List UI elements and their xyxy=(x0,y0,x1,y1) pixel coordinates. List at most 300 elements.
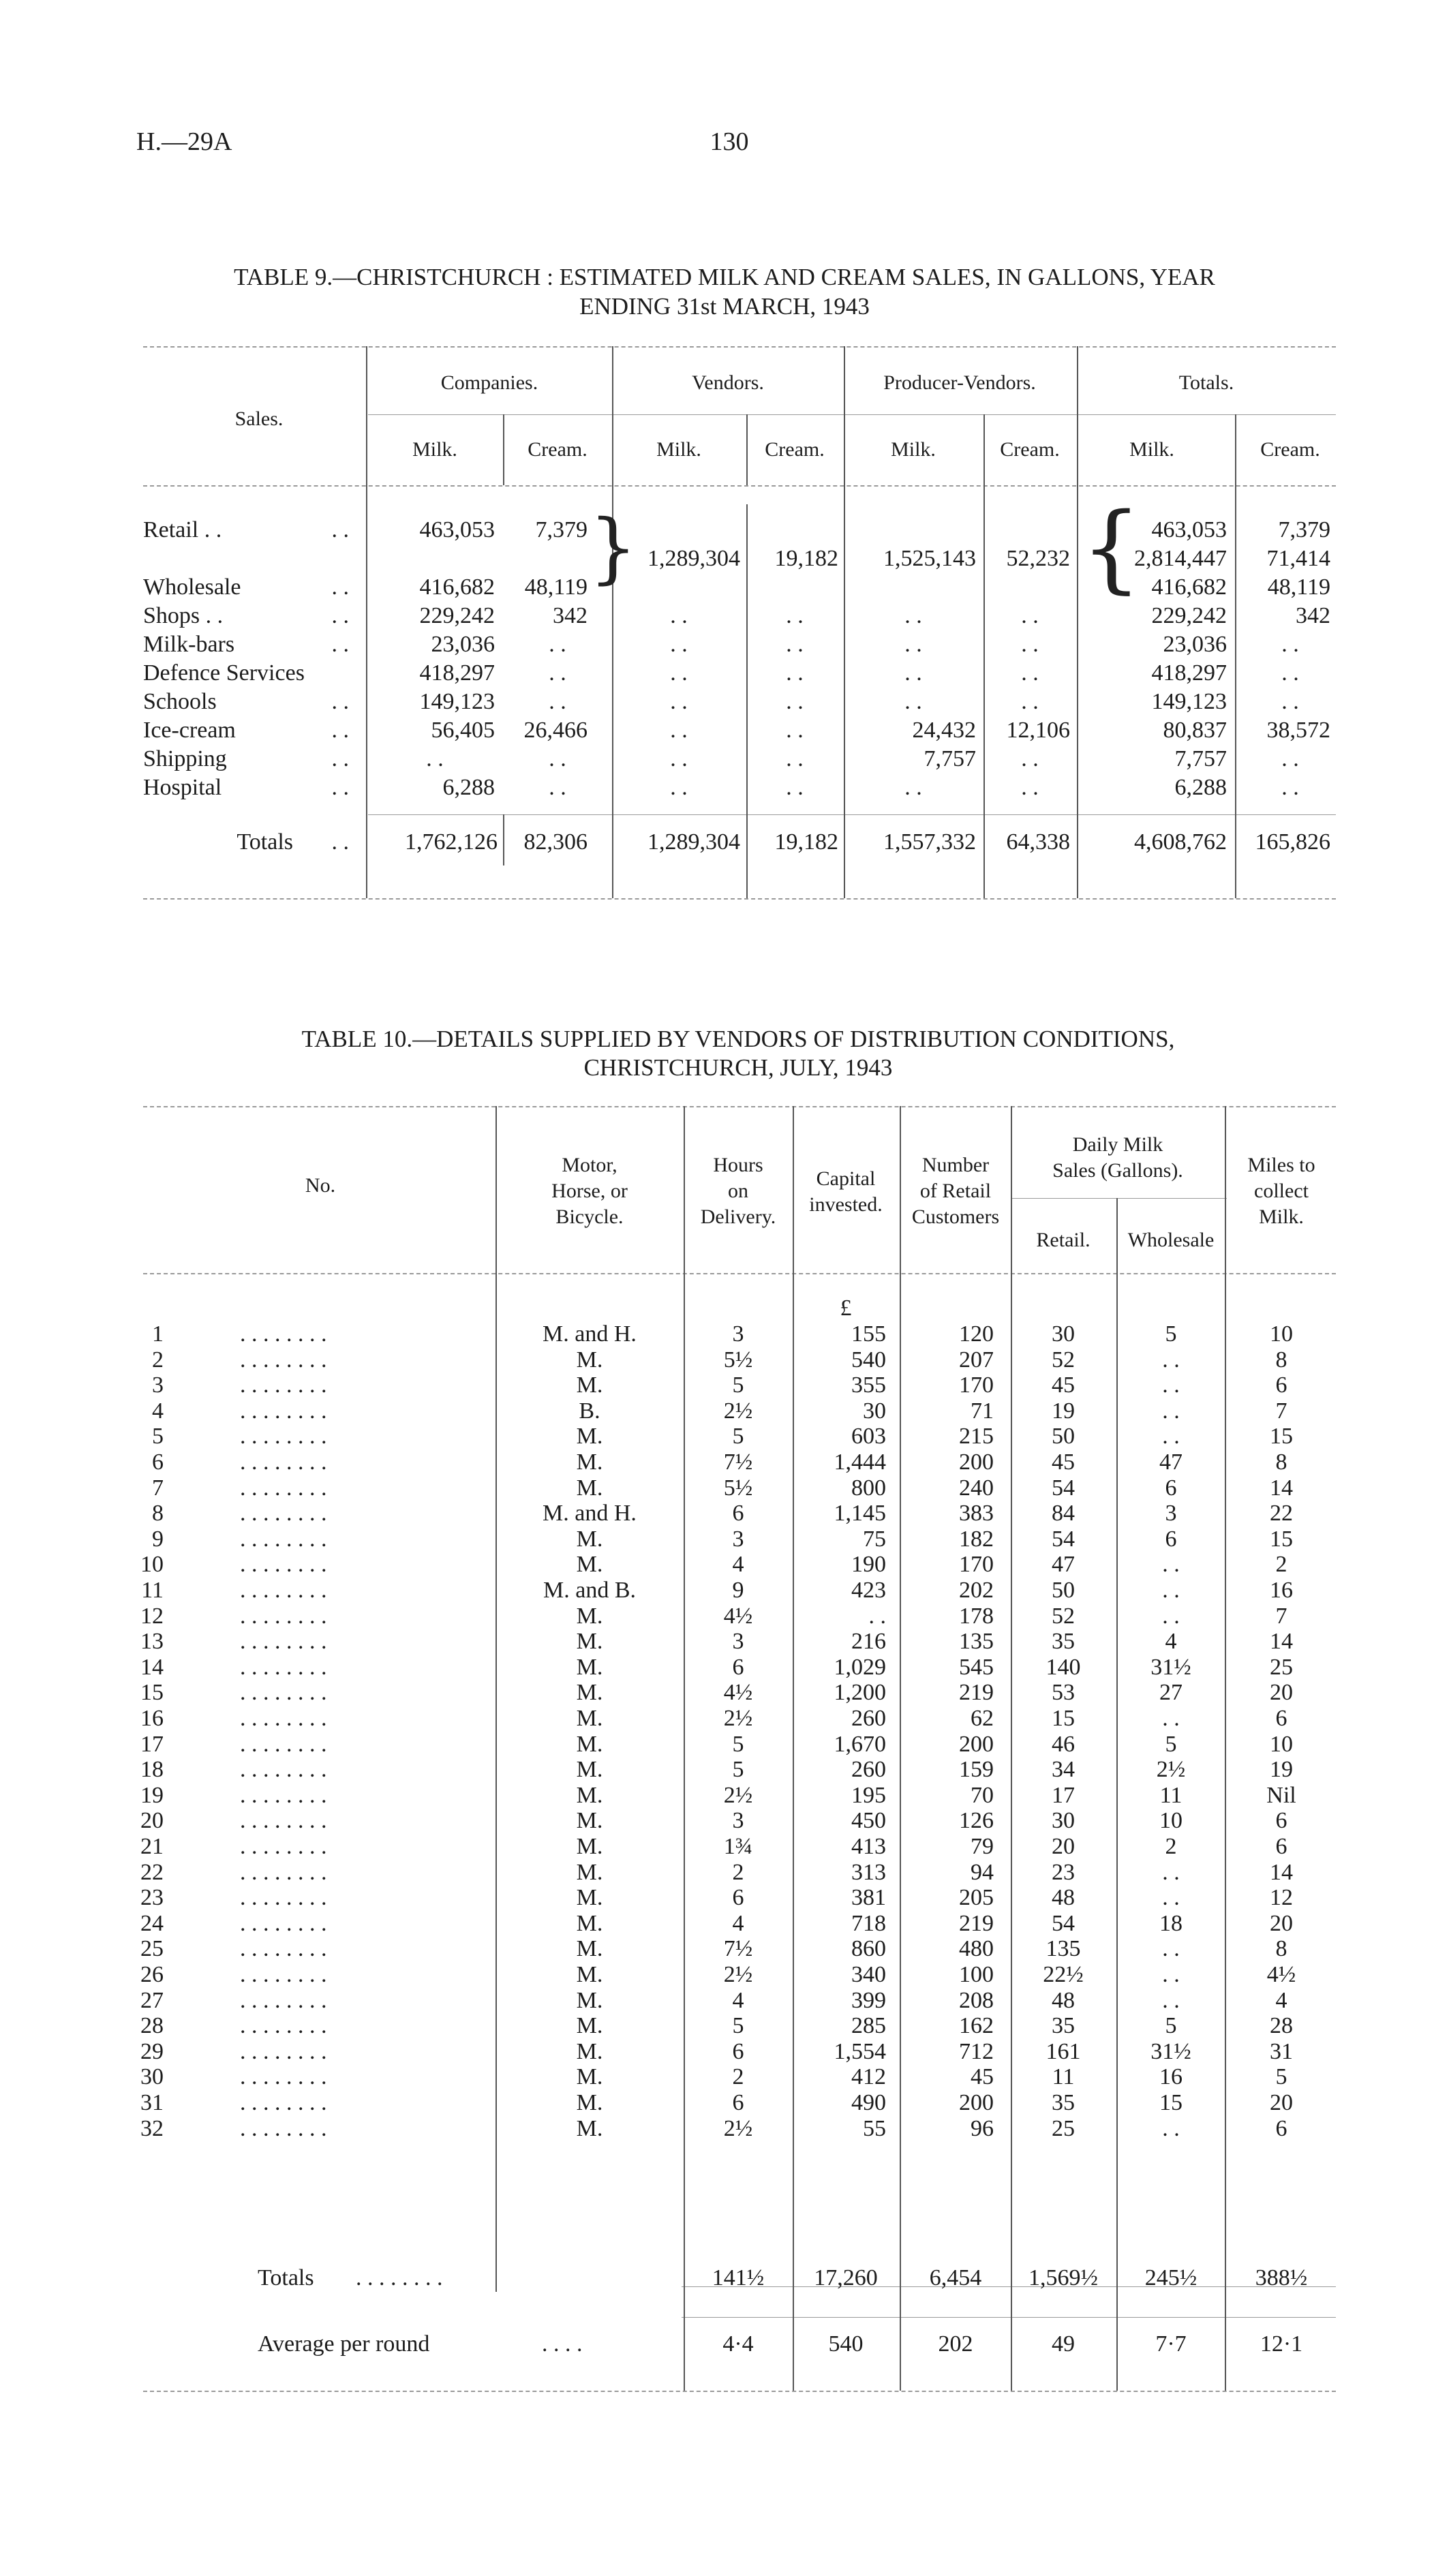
retail-value: 45 xyxy=(1052,1373,1075,1398)
row-number: 7 xyxy=(152,1475,164,1501)
totals-miles: 388½ xyxy=(1255,2265,1308,2290)
companies-cream-value: . . xyxy=(549,775,566,800)
hours-value: 5½ xyxy=(723,1475,753,1501)
customers-value: 170 xyxy=(959,1373,994,1398)
row-number: 24 xyxy=(140,1911,164,1936)
average-retail: 49 xyxy=(1052,2331,1075,2357)
row-number: 17 xyxy=(140,1732,164,1757)
wholesale-value: . . xyxy=(1162,1988,1180,2013)
hours-value: 2½ xyxy=(723,1962,753,1987)
customers-value: 70 xyxy=(971,1783,994,1808)
hours-value: 2½ xyxy=(723,2116,753,2141)
vendors-milk-value: . . xyxy=(670,746,688,771)
retail-value: 140 xyxy=(1046,1655,1081,1680)
customers-value: 120 xyxy=(959,1321,994,1347)
wholesale-value: . . xyxy=(1162,1578,1180,1603)
hours-value: 7½ xyxy=(723,1936,753,1961)
totals-cream-value: 48,119 xyxy=(1267,574,1330,600)
miles-value: 14 xyxy=(1270,1629,1293,1654)
miles-value: 28 xyxy=(1270,2013,1293,2038)
row-number: 30 xyxy=(140,2064,164,2089)
producer-vendors-cream-value: . . xyxy=(1021,746,1039,771)
producer-vendors-milk-value: . . xyxy=(904,603,922,628)
hours-value: 5 xyxy=(732,1757,744,1782)
customers-value: 71 xyxy=(971,1398,994,1424)
totals-vendors-cream: 19,182 xyxy=(774,829,838,855)
motor-value: M. xyxy=(576,1834,603,1859)
row-number: 15 xyxy=(140,1680,164,1705)
row-leader-dots: . . . . . . . . xyxy=(240,1680,327,1705)
motor-value: M. xyxy=(576,1783,603,1808)
row-leader-dots: . . . . . . . . xyxy=(240,1834,327,1859)
vendors-cream-header: Cream. xyxy=(765,438,825,461)
wholesale-value: 6 xyxy=(1165,1475,1177,1501)
row-leader-dots: . . . . . . . . xyxy=(240,1988,327,2013)
row-number: 6 xyxy=(152,1450,164,1475)
wholesale-value: 5 xyxy=(1165,1321,1177,1347)
row-number: 21 xyxy=(140,1834,164,1859)
retail-value: 46 xyxy=(1052,1732,1075,1757)
producer-vendors-cream-value: . . xyxy=(1021,660,1039,686)
motor-value: M. xyxy=(576,1424,603,1449)
customers-value: 94 xyxy=(971,1860,994,1885)
row-label-dots: . . xyxy=(331,689,349,714)
retail-value: 35 xyxy=(1052,2013,1075,2038)
hours-value: 4 xyxy=(732,1988,744,2013)
row-leader-dots: . . . . . . . . xyxy=(240,1783,327,1808)
row-leader-dots: . . . . . . . . xyxy=(240,1655,327,1680)
retail-value: 50 xyxy=(1052,1578,1075,1603)
row-leader-dots: . . . . . . . . xyxy=(240,1552,327,1577)
miles-value: 5 xyxy=(1275,2064,1287,2089)
retail-value: 25 xyxy=(1052,2116,1075,2141)
producer-vendors-milk-header: Milk. xyxy=(891,438,936,461)
totals-milk-value: 418,297 xyxy=(1151,660,1227,686)
customers-value: 182 xyxy=(959,1527,994,1552)
average-hours: 4·4 xyxy=(722,2331,754,2357)
capital-value: 1,029 xyxy=(834,1655,886,1680)
retail-value: 135 xyxy=(1046,1936,1081,1961)
hours-value: 9 xyxy=(732,1578,744,1603)
totals-milk-merged: 2,814,447 xyxy=(1134,546,1227,571)
row-number: 10 xyxy=(140,1552,164,1577)
hours-value: 5½ xyxy=(723,1347,753,1373)
motor-header-line3: Bicycle. xyxy=(555,1206,624,1228)
capital-header-line1: Capital xyxy=(816,1167,876,1190)
wholesale-value: 27 xyxy=(1159,1680,1183,1705)
column-divider xyxy=(503,814,504,865)
retail-value: 30 xyxy=(1052,1808,1075,1833)
miles-value: 10 xyxy=(1270,1321,1293,1347)
capital-value: 1,444 xyxy=(834,1450,886,1475)
hours-header-line1: Hours xyxy=(713,1154,763,1176)
table-10-title-line2: CHRISTCHURCH, JULY, 1943 xyxy=(583,1054,893,1081)
miles-value: 8 xyxy=(1275,1450,1287,1475)
average-miles: 12·1 xyxy=(1260,2331,1303,2357)
capital-value: 1,145 xyxy=(834,1501,886,1526)
hours-value: 6 xyxy=(732,1501,744,1526)
totals-milk-value: 149,123 xyxy=(1151,689,1227,714)
miles-value: 6 xyxy=(1275,1373,1287,1398)
producer-vendors-cream-value: . . xyxy=(1021,775,1039,800)
hours-value: 3 xyxy=(732,1527,744,1552)
totals-milk-header: Milk. xyxy=(1129,438,1174,461)
totals-cream-value: 38,572 xyxy=(1266,718,1330,743)
hours-value: 4 xyxy=(732,1911,744,1936)
motor-value: M. xyxy=(576,1885,603,1910)
retail-value: 54 xyxy=(1052,1911,1075,1936)
row-number: 16 xyxy=(140,1706,164,1731)
hours-header-line3: Delivery. xyxy=(700,1206,776,1228)
totals-milk-value: 6,288 xyxy=(1174,775,1227,800)
retail-value: 19 xyxy=(1052,1398,1075,1424)
table-9-title-line2: ENDING 31st MARCH, 1943 xyxy=(579,293,870,320)
capital-value: 285 xyxy=(851,2013,886,2038)
totals-milk-value: 7,757 xyxy=(1174,746,1227,771)
table-9-title: TABLE 9.—CHRISTCHURCH : ESTIMATED MILK AND CREAM SALES, IN GALLONS, YEAR xyxy=(234,264,1215,290)
totals-totals-cream: 165,826 xyxy=(1255,829,1330,855)
motor-value: M. xyxy=(576,1552,603,1577)
vendors-milk-value: . . xyxy=(670,718,688,743)
companies-cream-value: 342 xyxy=(553,603,588,628)
vendors-milk-value: . . xyxy=(670,632,688,657)
motor-value: M. xyxy=(576,1706,603,1731)
producer-vendors-cream-value: 12,106 xyxy=(1006,718,1070,743)
capital-value: 1,670 xyxy=(834,1732,886,1757)
row-number: 32 xyxy=(140,2116,164,2141)
retail-value: 54 xyxy=(1052,1475,1075,1501)
row-label: Milk-bars xyxy=(143,632,235,657)
hours-value: 1¾ xyxy=(723,1834,753,1859)
customers-value: 383 xyxy=(959,1501,994,1526)
miles-value: 14 xyxy=(1270,1860,1293,1885)
retail-value: 34 xyxy=(1052,1757,1075,1782)
retail-value: 47 xyxy=(1052,1552,1075,1577)
capital-value: 340 xyxy=(851,1962,886,1987)
row-number: 18 xyxy=(140,1757,164,1782)
sales-column-header: Sales. xyxy=(234,408,284,430)
table-10-totals-rule xyxy=(682,2286,1336,2287)
wholesale-value: . . xyxy=(1162,1706,1180,1731)
column-divider xyxy=(900,1106,901,2391)
miles-value: 4 xyxy=(1275,1988,1287,2013)
hours-value: 3 xyxy=(732,1629,744,1654)
wholesale-header: Wholesale xyxy=(1127,1229,1215,1251)
row-leader-dots: . . . . . . . . xyxy=(240,2013,327,2038)
motor-value: M. and H. xyxy=(543,1501,637,1526)
vendors-header: Vendors. xyxy=(692,371,764,394)
customers-value: 215 xyxy=(959,1424,994,1449)
companies-milk-value: 149,123 xyxy=(419,689,495,714)
miles-value: 7 xyxy=(1275,1398,1287,1424)
capital-value: 413 xyxy=(851,1834,886,1859)
retail-value: 52 xyxy=(1052,1604,1075,1629)
producer-vendors-milk-value: . . xyxy=(904,775,922,800)
average-row-label: Average per round xyxy=(258,2331,430,2357)
retail-value: 22½ xyxy=(1043,1962,1084,1987)
miles-value: 6 xyxy=(1275,1706,1287,1731)
totals-milk-value: 416,682 xyxy=(1151,574,1227,600)
motor-value: M. xyxy=(576,1808,603,1833)
motor-value: M. xyxy=(576,1911,603,1936)
hours-value: 4 xyxy=(732,1552,744,1577)
customers-value: 712 xyxy=(959,2039,994,2064)
retail-header: Retail. xyxy=(1036,1229,1090,1251)
row-leader-dots: . . . . . . . . xyxy=(240,1808,327,1833)
row-leader-dots: . . . . . . . . xyxy=(240,1347,327,1373)
miles-value: Nil xyxy=(1266,1783,1296,1808)
customers-value: 79 xyxy=(971,1834,994,1859)
table-9-bottom-rule xyxy=(143,898,1336,900)
retail-value: 53 xyxy=(1052,1680,1075,1705)
totals-retail: 1,569½ xyxy=(1028,2265,1098,2290)
companies-cream-value: . . xyxy=(549,660,566,686)
motor-value: M. xyxy=(576,1347,603,1373)
retail-value: 15 xyxy=(1052,1706,1075,1731)
customers-value: 219 xyxy=(959,1680,994,1705)
row-number: 8 xyxy=(152,1501,164,1526)
column-divider xyxy=(366,346,367,898)
wholesale-value: . . xyxy=(1162,1860,1180,1885)
hours-value: 2 xyxy=(732,2064,744,2089)
producer-vendors-cream-value: . . xyxy=(1021,603,1039,628)
hours-value: 4½ xyxy=(723,1604,753,1629)
row-leader-dots: . . . . . . . . xyxy=(240,1321,327,1347)
miles-header-line3: Milk. xyxy=(1259,1206,1304,1228)
hours-value: 3 xyxy=(732,1321,744,1347)
hours-value: 3 xyxy=(732,1808,744,1833)
vendors-milk-value: . . xyxy=(670,775,688,800)
wholesale-value: . . xyxy=(1162,1373,1180,1398)
companies-cream-value: . . xyxy=(549,746,566,771)
retail-value: 17 xyxy=(1052,1783,1075,1808)
customers-value: 200 xyxy=(959,1450,994,1475)
customers-value: 205 xyxy=(959,1885,994,1910)
miles-value: 10 xyxy=(1270,1732,1293,1757)
motor-value: B. xyxy=(579,1398,600,1424)
row-leader-dots: . . . . . . . . xyxy=(240,1373,327,1398)
wholesale-value: 2½ xyxy=(1156,1757,1186,1782)
average-row-leader: . . . . xyxy=(542,2331,583,2357)
row-number: 14 xyxy=(140,1655,164,1680)
wholesale-value: 31½ xyxy=(1150,2039,1191,2064)
row-leader-dots: . . . . . . . . xyxy=(240,1424,327,1449)
miles-value: 16 xyxy=(1270,1578,1293,1603)
row-number: 26 xyxy=(140,1962,164,1987)
capital-value: 75 xyxy=(863,1527,886,1552)
miles-value: 15 xyxy=(1270,1527,1293,1552)
capital-value: 540 xyxy=(851,1347,886,1373)
vendors-milk-value: . . xyxy=(670,689,688,714)
capital-value: 55 xyxy=(863,2116,886,2141)
producer-vendors-cream-value: . . xyxy=(1021,632,1039,657)
miles-value: 15 xyxy=(1270,1424,1293,1449)
totals-hours: 141½ xyxy=(712,2265,765,2290)
wholesale-value: 47 xyxy=(1159,1450,1183,1475)
retail-value: 20 xyxy=(1052,1834,1075,1859)
row-number: 20 xyxy=(140,1808,164,1833)
row-label: Wholesale xyxy=(143,574,241,600)
wholesale-value: 11 xyxy=(1159,1783,1183,1808)
row-label: Shipping xyxy=(143,746,227,771)
wholesale-value: . . xyxy=(1162,1962,1180,1987)
no-column-header: No. xyxy=(305,1174,336,1197)
wholesale-value: 5 xyxy=(1165,1732,1177,1757)
row-number: 3 xyxy=(152,1373,164,1398)
customers-value: 200 xyxy=(959,2090,994,2115)
hours-value: 5 xyxy=(732,1424,744,1449)
table-9-group-rule xyxy=(368,414,1336,415)
column-divider xyxy=(1077,346,1078,898)
capital-value: 190 xyxy=(851,1552,886,1577)
motor-value: M. xyxy=(576,2090,603,2115)
totals-cream-value: 342 xyxy=(1296,603,1330,628)
customers-value: 96 xyxy=(971,2116,994,2141)
average-capital: 540 xyxy=(828,2331,864,2357)
capital-header-line2: invested. xyxy=(809,1193,883,1216)
capital-value: 800 xyxy=(851,1475,886,1501)
row-number: 23 xyxy=(140,1885,164,1910)
miles-value: 20 xyxy=(1270,1911,1293,1936)
miles-value: 25 xyxy=(1270,1655,1293,1680)
hours-value: 4½ xyxy=(723,1680,753,1705)
daily-sales-header-line1: Daily Milk xyxy=(1072,1133,1163,1156)
vendors-milk-header: Milk. xyxy=(656,438,701,461)
row-number: 29 xyxy=(140,2039,164,2064)
page-number: 130 xyxy=(710,127,749,156)
row-label: Ice-cream xyxy=(143,718,236,743)
motor-value: M. xyxy=(576,2039,603,2064)
wholesale-value: . . xyxy=(1162,1347,1180,1373)
companies-milk-value: 416,682 xyxy=(419,574,495,600)
customers-value: 170 xyxy=(959,1552,994,1577)
companies-milk-value: 229,242 xyxy=(419,603,495,628)
table-10-header-rule xyxy=(143,1273,1336,1274)
daily-sales-group-rule xyxy=(1012,1198,1227,1199)
totals-milk-value: 80,837 xyxy=(1163,718,1227,743)
capital-value: 260 xyxy=(851,1757,886,1782)
retail-value: 48 xyxy=(1052,1885,1075,1910)
motor-value: M. xyxy=(576,1757,603,1782)
wholesale-value: . . xyxy=(1162,1552,1180,1577)
row-number: 25 xyxy=(140,1936,164,1961)
row-label: Shops . . xyxy=(143,603,224,628)
retail-value: 161 xyxy=(1046,2039,1081,2064)
totals-milk-value: 23,036 xyxy=(1163,632,1227,657)
row-leader-dots: . . . . . . . . xyxy=(240,1475,327,1501)
row-label-dots: . . xyxy=(331,517,349,542)
capital-value: 412 xyxy=(851,2064,886,2089)
vendors-cream-merged: 19,182 xyxy=(774,546,838,571)
hours-value: 2 xyxy=(732,1860,744,1885)
right-brace-icon: } xyxy=(589,504,638,592)
totals-companies-cream: 82,306 xyxy=(523,829,588,855)
miles-value: 12 xyxy=(1270,1885,1293,1910)
motor-value: M. xyxy=(576,1450,603,1475)
hours-value: 7½ xyxy=(723,1450,753,1475)
producer-vendors-milk-merged: 1,525,143 xyxy=(883,546,976,571)
totals-vendors-milk: 1,289,304 xyxy=(647,829,740,855)
customers-value: 126 xyxy=(959,1808,994,1833)
wholesale-value: . . xyxy=(1162,1424,1180,1449)
row-label: Defence Services xyxy=(143,660,305,686)
column-divider xyxy=(793,1106,794,2391)
totals-wholesale: 245½ xyxy=(1144,2265,1198,2290)
motor-value: M. xyxy=(576,1962,603,1987)
motor-header-line1: Motor, xyxy=(562,1154,617,1176)
wholesale-value: . . xyxy=(1162,1398,1180,1424)
row-number: 31 xyxy=(140,2090,164,2115)
companies-milk-value: 6,288 xyxy=(442,775,495,800)
totals-producer-vendors-milk: 1,557,332 xyxy=(883,829,976,855)
row-leader-dots: . . . . . . . . xyxy=(240,1732,327,1757)
row-number: 12 xyxy=(140,1604,164,1629)
miles-value: 6 xyxy=(1275,1834,1287,1859)
wholesale-value: 5 xyxy=(1165,2013,1177,2038)
miles-value: 20 xyxy=(1270,1680,1293,1705)
companies-cream-value: 26,466 xyxy=(523,718,588,743)
row-leader-dots: . . . . . . . . xyxy=(240,1706,327,1731)
hours-value: 5 xyxy=(732,1732,744,1757)
companies-cream-value: . . xyxy=(549,632,566,657)
row-leader-dots: . . . . . . . . xyxy=(240,1757,327,1782)
column-divider xyxy=(612,346,613,898)
companies-milk-value: 56,405 xyxy=(431,718,495,743)
motor-value: M. and B. xyxy=(543,1578,636,1603)
retail-value: 52 xyxy=(1052,1347,1075,1373)
hours-value: 5 xyxy=(732,2013,744,2038)
miles-value: 22 xyxy=(1270,1501,1293,1526)
retail-value: 11 xyxy=(1052,2064,1075,2089)
row-label: Hospital xyxy=(143,775,222,800)
column-divider xyxy=(1225,1106,1226,2391)
miles-value: 6 xyxy=(1275,2116,1287,2141)
wholesale-value: 2 xyxy=(1165,1834,1177,1859)
customers-header-line3: Customers xyxy=(911,1206,1000,1228)
table-10-average-rule xyxy=(682,2317,1336,2318)
customers-value: 545 xyxy=(959,1655,994,1680)
totals-cream-value: . . xyxy=(1281,689,1299,714)
capital-value: 155 xyxy=(851,1321,886,1347)
companies-cream-value: . . xyxy=(549,689,566,714)
table-9-header-rule xyxy=(143,485,1336,487)
row-number: 19 xyxy=(140,1783,164,1808)
totals-milk-value: 463,053 xyxy=(1151,517,1227,542)
row-number: 22 xyxy=(140,1860,164,1885)
motor-value: M. xyxy=(576,1604,603,1629)
hours-value: 6 xyxy=(732,1655,744,1680)
motor-value: M. xyxy=(576,1527,603,1552)
row-leader-dots: . . . . . . . . xyxy=(240,1936,327,1961)
row-leader-dots: . . . . . . . . xyxy=(240,1885,327,1910)
totals-capital: 17,260 xyxy=(814,2265,878,2290)
companies-milk-value: 23,036 xyxy=(431,632,495,657)
vendors-milk-value: . . xyxy=(670,603,688,628)
column-divider xyxy=(1235,414,1236,898)
capital-value: 30 xyxy=(863,1398,886,1424)
vendors-cream-value: . . xyxy=(786,718,804,743)
totals-producer-vendors-cream: 64,338 xyxy=(1006,829,1070,855)
row-leader-dots: . . . . . . . . xyxy=(240,1398,327,1424)
motor-value: M. xyxy=(576,1936,603,1961)
customers-header-line1: Number xyxy=(921,1154,990,1176)
row-leader-dots: . . . . . . . . xyxy=(240,1604,327,1629)
average-customers: 202 xyxy=(938,2331,973,2357)
customers-value: 162 xyxy=(959,2013,994,2038)
row-number: 9 xyxy=(152,1527,164,1552)
customers-value: 202 xyxy=(959,1578,994,1603)
capital-value: 1,200 xyxy=(834,1680,886,1705)
